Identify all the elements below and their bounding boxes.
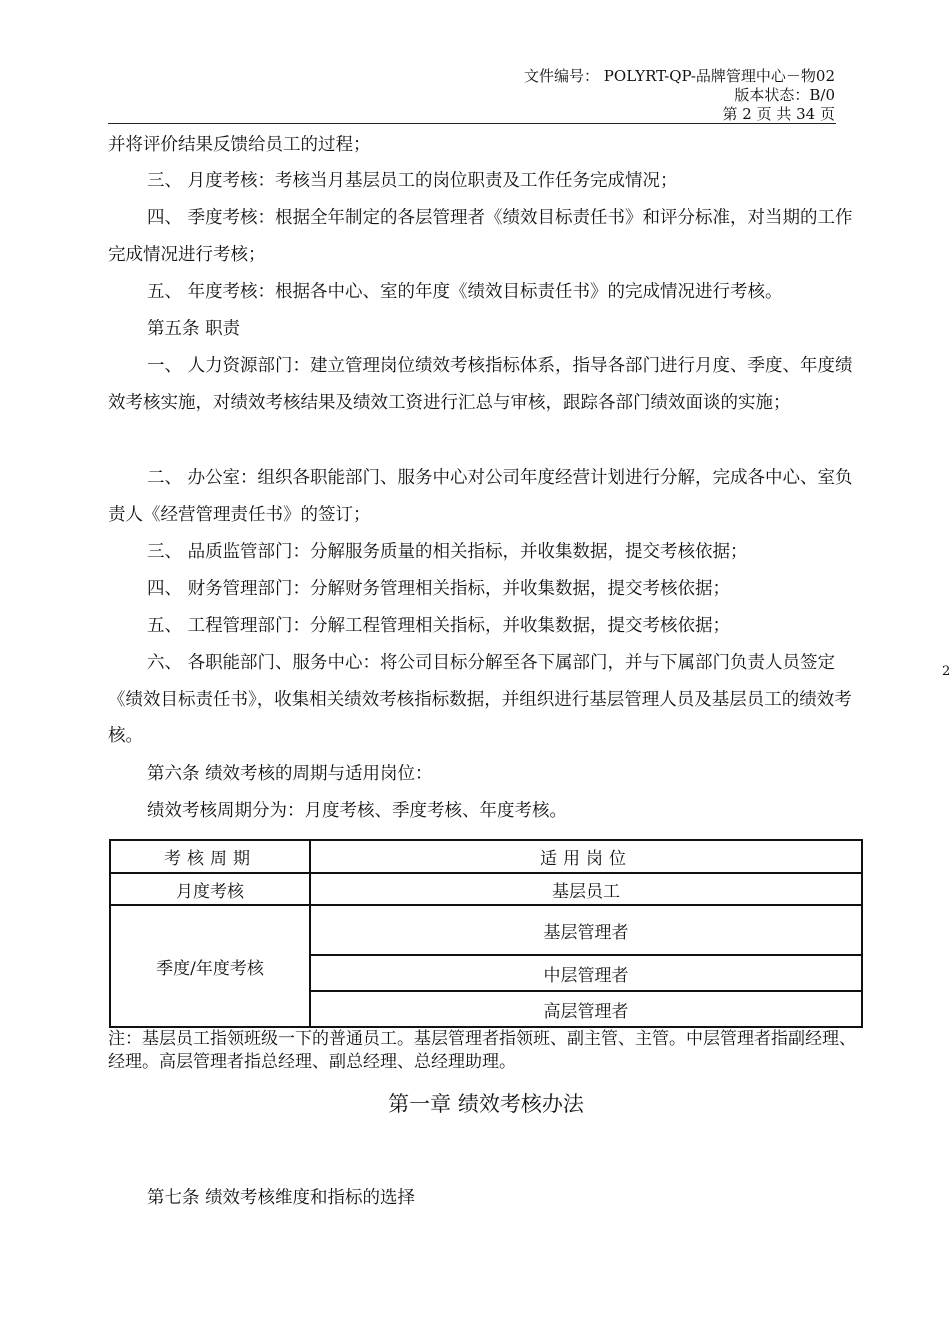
document-header bbox=[524, 67, 835, 124]
table-note: 注：基层员工指领班级一下的普通员工。基层管理者指领班、副主管、主管。中层管理者指副经理、经理。高层管理者指总经理、副总经理、总经理助理。 bbox=[108, 1029, 856, 1072]
article-7-heading: 第七条 绩效考核维度和指标的选择 bbox=[147, 1188, 416, 1208]
paragraph-cycle: 绩效考核周期分为：月度考核、季度考核、年度考核。 bbox=[147, 801, 567, 821]
paragraph-departments: 六、 各职能部门、服务中心：将公司目标分解至各下属部门，并与下属部门负责人员签定《绩效目标责任书》，收集相关绩效考核指标数据，并组织进行基层管理人员及基层员工的绩效考核。 bbox=[108, 653, 852, 746]
header-period: 考核周期 bbox=[110, 840, 310, 873]
paragraph-finance: 四、 财务管理部门：分解财务管理相关指标，并收集数据，提交考核依据； bbox=[147, 579, 731, 599]
paragraph-office: 二、 办公室：组织各职能部门、服务中心对公司年度经营计划进行分解，完成各中心、室负责人《经营管理责任书》的签订； bbox=[108, 468, 853, 525]
cell-post: 基层员工 bbox=[310, 873, 862, 905]
cell-post: 基层管理者 bbox=[310, 905, 862, 955]
paragraph-continuation: 并将评价结果反馈给员工的过程； bbox=[108, 135, 371, 155]
version-status: 版本状态：B/0 bbox=[734, 86, 835, 104]
doc-number: 文件编号： POLYRT-QP-品牌管理中心－物02 bbox=[524, 67, 835, 85]
paragraph-quality: 三、 品质监管部门：分解服务质量的相关指标，并收集数据，提交考核依据； bbox=[147, 542, 748, 562]
chapter-title: 第一章 绩效考核办法 bbox=[388, 1092, 584, 1116]
cell-period: 季度/年度考核 bbox=[110, 905, 310, 1027]
cell-post: 高层管理者 bbox=[310, 991, 862, 1027]
header-post: 适用岗位 bbox=[310, 840, 862, 873]
table-row bbox=[110, 873, 862, 905]
paragraph-engineering: 五、 工程管理部门：分解工程管理相关指标，并收集数据，提交考核依据； bbox=[147, 616, 731, 636]
post-table bbox=[109, 839, 863, 1028]
cell-post: 中层管理者 bbox=[310, 955, 862, 991]
page-info: 第 2 页 共 34 页 bbox=[722, 105, 835, 123]
cell-period: 月度考核 bbox=[110, 873, 310, 905]
article-6-heading: 第六条 绩效考核的周期与适用岗位： bbox=[147, 764, 433, 784]
paragraph-hr: 一、 人力资源部门：建立管理岗位绩效考核指标体系，指导各部门进行月度、季度、年度绩效考核实施，对绩效考核结果及绩效工资进行汇总与审核，跟踪各部门绩效面谈的实施； bbox=[108, 356, 853, 413]
table-header-row bbox=[110, 840, 862, 873]
article-5-heading: 第五条 职责 bbox=[147, 319, 241, 339]
header-rule bbox=[108, 123, 836, 124]
paragraph-quarterly: 四、 季度考核：根据全年制定的各层管理者《绩效目标责任书》和评分标准，对当期的工作完成情况进行考核； bbox=[108, 208, 853, 265]
side-page-number: 2 bbox=[942, 664, 950, 679]
table-row bbox=[110, 905, 862, 955]
paragraph-annual: 五、 年度考核：根据各中心、室的年度《绩效目标责任书》的完成情况进行考核。 bbox=[147, 282, 783, 302]
paragraph-monthly: 三、 月度考核：考核当月基层员工的岗位职责及工作任务完成情况； bbox=[147, 171, 678, 191]
